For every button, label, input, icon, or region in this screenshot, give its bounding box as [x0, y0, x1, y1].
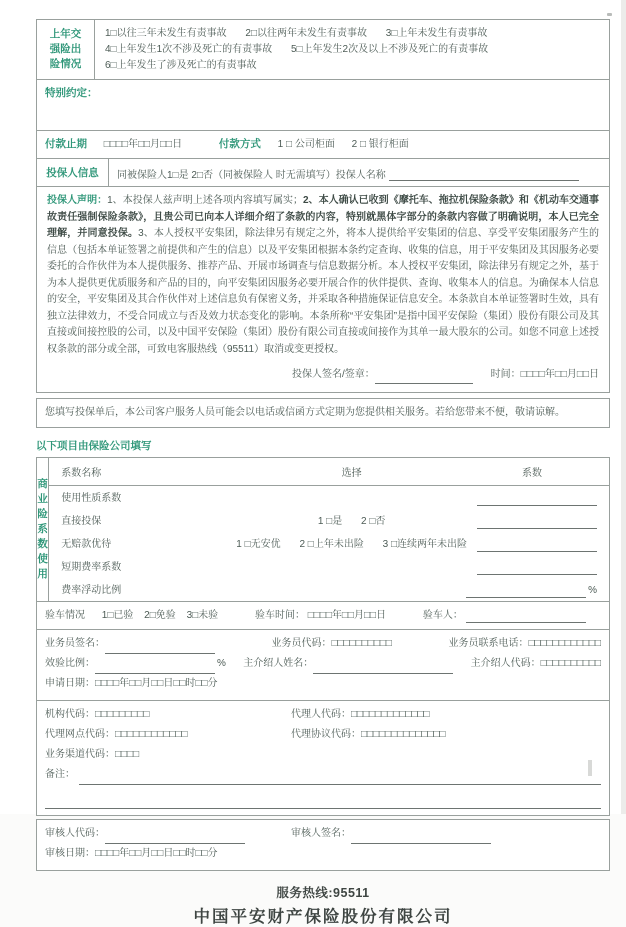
salesman-code-label: 业务员代码： — [271, 637, 332, 649]
coefficient-side-label — [37, 458, 49, 601]
introducer-code-group — [471, 654, 601, 674]
ratio-label: 效验比例： — [45, 657, 95, 669]
coefficient-blank — [477, 563, 597, 575]
service-hotline: 服务热线:95511 — [276, 885, 370, 900]
salesman-box — [36, 629, 610, 701]
channel-boxes: □□□□ — [115, 748, 140, 760]
coefficient-choice — [236, 537, 467, 552]
applicant-name-blank — [389, 170, 579, 181]
signature-row — [47, 367, 599, 384]
signature-blank — [375, 373, 473, 384]
auditor-sign-label: 审核人签名： — [291, 827, 351, 839]
agency-line3 — [45, 745, 601, 765]
salesman-line3 — [45, 674, 601, 694]
inspection-time-boxes: □□□□年□□月□□日 — [307, 609, 387, 621]
agent-site-boxes: □□□□□□□□□□□□ — [115, 728, 188, 740]
apply-date-boxes: □□□□年□□月□□日□□时□□分 — [95, 677, 218, 689]
introducer-name-blank — [313, 663, 453, 674]
applicant-info-content — [109, 159, 609, 186]
special-agreement-label: 特别约定： — [45, 87, 98, 99]
payment-method-option: 1 □ 公司柜面 — [277, 139, 335, 150]
side-label-line: 强险出 — [49, 43, 82, 55]
inspection-row — [36, 601, 610, 630]
ratio-suffix: % — [217, 657, 226, 669]
accident-history-side-label — [37, 20, 95, 79]
company-name: 中国平安财产保险股份有限公司 — [193, 907, 453, 926]
checkbox-option: 2□以往两年未发生有责事故 — [245, 28, 367, 39]
introducer-name-group — [243, 654, 453, 674]
auditor-code-blank — [105, 833, 245, 844]
coefficient-blank — [466, 586, 586, 598]
form-footer — [36, 883, 610, 927]
salesman-sign-blank — [105, 643, 215, 654]
channel-label: 业务渠道代码： — [45, 748, 115, 760]
checkbox-option: 5□上年发生2次及以上不涉及死亡的有责事故 — [290, 44, 489, 55]
apply-date-label: 申请日期： — [45, 677, 95, 689]
agent-code-group — [291, 705, 430, 725]
coefficient-blank-wrap — [466, 583, 597, 598]
side-label-line: 系数使用 — [37, 522, 48, 580]
applicant-info-row — [36, 158, 610, 187]
auditor-code-group — [45, 824, 291, 844]
remark-label: 备注： — [45, 768, 75, 780]
checkbox-option: 1 □无安优 — [236, 538, 281, 550]
payment-due-date-boxes: □□□□年□□月□□日 — [103, 139, 183, 150]
scan-paper-edge — [621, 0, 626, 814]
declaration-part3: 3、本人授权平安集团，除法律另有规定之外，将本人提供给平安集团的信息、享受平安集团服务产生的信息（包括本单证签署之前提供和产生的信息）以及平安集团根据本条约定查询、收集的信息，用于平安集团及其因服务必要委托的合作伙伴为本人提供服务、推荐产品、开展市场调查与信息数据分析。本人授权平安集团，除法律另有规定之外，基于为本人提供更优质服务和产品的目的，向平安集团因服务必要开展合作的伙伴提供、查询、收集本人的信息。为确保本人信息的安全，平安集团及其合作伙伴对上述信息负有保密义务，并采取各种措施保证信息安全。本条款自本单证签署时生效，具有独立法律效力，不受合同成立与否及效力状态变化的影响。本条所称“平安集团”是指中国平安保险（集团）股份有限公司及其直接或间接控股的公司，以及中国平安保险（集团）股份有限公司直接或间接作为其单一最大股东的公司。如您不同意上述授权条款的部分或全部，可致电客服热线（95511）取消或变更授权。 — [47, 228, 600, 355]
introducer-name-label: 主介绍人姓名： — [243, 657, 314, 669]
checkbox-option: 3 □连续两年未出险 — [382, 538, 467, 550]
side-label-line: 商业险 — [37, 477, 48, 520]
signature-time-boxes: □□□□年□□月□□日 — [520, 369, 599, 380]
org-code-group — [45, 705, 291, 725]
coefficient-name: 短期费率系数 — [61, 561, 122, 573]
declaration-part1: 1、本投保人兹声明上述各项内容填写属实； — [107, 195, 303, 206]
declaration-box — [36, 186, 610, 393]
auditor-sign-group — [291, 824, 491, 844]
column-header: 系数 — [522, 467, 542, 479]
audit-date-boxes: □□□□年□□月□□日□□时□□分 — [95, 847, 218, 859]
payment-method-label: 付款方式 — [218, 138, 261, 150]
payment-due-label: 付款止期 — [45, 138, 87, 150]
percent-suffix: % — [588, 584, 597, 596]
signature-label: 投保人签名/签章： — [292, 369, 375, 380]
introducer-code-boxes: □□□□□□□□□□ — [540, 657, 601, 669]
audit-line1 — [45, 824, 601, 844]
coefficient-name: 费率浮动比例 — [61, 584, 122, 596]
signature-time-label: 时间： — [490, 369, 521, 380]
checkbox-option: 4□上年发生1次不涉及死亡的有责事故 — [105, 44, 273, 55]
accident-history-box — [36, 19, 610, 80]
checkbox-option: 3□上年未发生有责事故 — [385, 28, 488, 39]
coefficient-blank — [477, 517, 597, 529]
checkbox-option: 1□以往三年未发生有责事故 — [105, 28, 227, 39]
checkbox-option: 2□免验 — [144, 609, 176, 621]
org-code-label: 机构代码： — [45, 708, 95, 720]
audit-box — [36, 819, 610, 871]
declaration-part2: 2、本人确认已收到《摩托车、拖拉机保险条款》和《机动车交通事故责任强制保险条款》，且贵公司已向本人详细介绍了条款的内容，特别就黑体字部分的条款内容做了明确说明，本人已完全理解，并同意投保。 — [47, 195, 600, 239]
special-agreement-box — [36, 79, 610, 131]
salesman-code-group — [272, 634, 392, 654]
applicant-info-text: 同被保险人1□是 2□否（同被保险人 时无需填写）投保人名称 — [117, 170, 386, 181]
salesman-code-boxes: □□□□□□□□□□ — [331, 637, 392, 649]
agency-line2 — [45, 725, 601, 745]
remark-line — [45, 765, 601, 785]
checkbox-option: 6□上年发生了涉及死亡的有责事故 — [105, 60, 257, 71]
column-header: 系数名称 — [61, 467, 102, 479]
salesman-phone-label: 业务员联系电话： — [448, 637, 529, 649]
coefficient-table — [36, 457, 610, 602]
table-row — [49, 509, 609, 532]
coefficient-main — [49, 458, 609, 601]
inspection-time-label: 验车时间： — [254, 609, 305, 621]
salesman-line2 — [45, 654, 601, 674]
salesman-phone-boxes: □□□□□□□□□□□□ — [528, 637, 601, 649]
salesman-sign-label: 业务员签名： — [45, 637, 105, 649]
audit-line2 — [45, 844, 601, 864]
audit-date-label: 审核日期： — [45, 847, 95, 859]
coefficient-header-row — [49, 458, 609, 486]
introducer-code-label: 主介绍人代码： — [470, 657, 541, 669]
inspection-label: 验车情况 — [45, 609, 85, 621]
column-header: 选择 — [341, 467, 362, 479]
scan-artifact — [588, 760, 592, 776]
option-line — [105, 58, 599, 74]
checkbox-option: 2 □否 — [361, 515, 386, 527]
agent-code-label: 代理人代码： — [291, 708, 351, 720]
table-row — [49, 532, 609, 555]
checkbox-option: 2 □上年未出险 — [299, 538, 364, 550]
coefficient-name: 使用性质系数 — [61, 492, 122, 504]
agent-protocol-label: 代理协议代码： — [291, 728, 361, 740]
agent-protocol-boxes: □□□□□□□□□□□□□□ — [361, 728, 446, 740]
coefficient-blank — [477, 494, 597, 506]
coefficient-blank — [477, 540, 597, 552]
table-row — [49, 486, 609, 509]
applicant-info-side-label: 投保人信息 — [37, 159, 109, 186]
agency-line1 — [45, 705, 601, 725]
company-fill-heading: 以下项目由保险公司填写 — [36, 439, 152, 452]
coefficient-choice — [236, 514, 467, 529]
notice-box: 您填写投保单后，本公司客户服务人员可能会以电话或信函方式定期为您提供相关服务。若给您带来不便，敬请谅解。 — [36, 398, 610, 428]
side-label-line: 险情况 — [49, 58, 82, 70]
table-row — [49, 578, 609, 601]
ratio-group — [45, 654, 226, 674]
coefficient-name: 无赔款优待 — [61, 538, 112, 550]
checkbox-option: 1 □是 — [317, 515, 343, 527]
checkbox-option: 3□未验 — [186, 609, 219, 621]
auditor-sign-blank — [351, 833, 491, 844]
remark-blank-line2 — [45, 795, 601, 809]
option-line — [105, 26, 599, 42]
agent-code-boxes: □□□□□□□□□□□□□ — [351, 708, 430, 720]
inspector-label: 验车人： — [422, 609, 463, 621]
ratio-blank — [95, 663, 215, 674]
salesman-sign-group — [45, 634, 215, 654]
accident-history-options — [95, 20, 609, 79]
inspector-blank — [466, 612, 586, 623]
salesman-phone-group — [449, 634, 601, 654]
agent-site-label: 代理网点代码： — [45, 728, 115, 740]
payment-method-option: 2 □ 银行柜面 — [351, 139, 409, 150]
org-code-boxes: □□□□□□□□□ — [95, 708, 150, 720]
declaration-title: 投保人声明： — [47, 195, 108, 206]
scan-artifact — [607, 13, 612, 16]
agency-box — [36, 700, 610, 816]
table-row — [49, 555, 609, 578]
option-line — [105, 42, 599, 58]
checkbox-option: 1□已验 — [101, 609, 134, 621]
auditor-code-label: 审核人代码： — [45, 827, 105, 839]
remark-blank — [79, 773, 601, 785]
payment-row — [36, 130, 610, 159]
agent-protocol-group — [291, 725, 446, 745]
agent-site-group — [45, 725, 291, 745]
salesman-line1 — [45, 634, 601, 654]
coefficient-name: 直接投保 — [61, 515, 102, 527]
side-label-line: 上年交 — [49, 28, 82, 40]
